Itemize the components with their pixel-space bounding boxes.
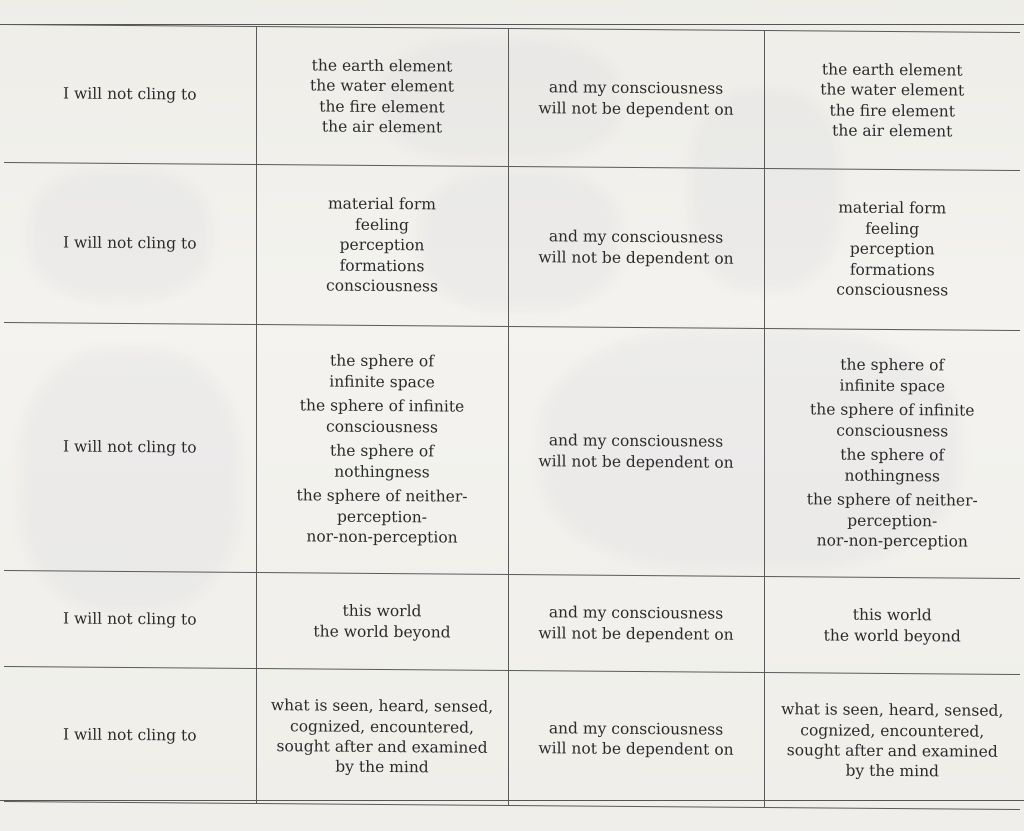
target-item: by the mind (845, 762, 939, 781)
target-item: consciousness (836, 280, 949, 300)
targets-cell (764, 168, 1020, 330)
cling-label: I will not cling to (62, 84, 197, 104)
consciousness-cell (508, 670, 764, 807)
target-item-line: nothingness (844, 466, 940, 486)
cling-cell (4, 571, 256, 669)
table-row (4, 323, 1020, 579)
consciousness-line: will not be dependent on (538, 247, 734, 268)
consciousness-line: and my consciousness (548, 227, 724, 247)
object-item: what is seen, heard, sensed, (270, 696, 494, 716)
consciousness-line: and my consciousness (548, 603, 724, 623)
consciousness-line: will not be dependent on (538, 98, 734, 119)
target-item: the fire element (829, 100, 956, 120)
object-item-line: the sphere of (330, 441, 434, 461)
target-item-line: infinite space (839, 376, 946, 396)
target-item: perception (849, 239, 935, 259)
target-item: this world (852, 605, 932, 625)
cling-label: I will not cling to (62, 725, 197, 745)
consciousness-line: and my consciousness (548, 431, 724, 451)
object-item: material form (327, 194, 436, 214)
table-row (4, 25, 1020, 171)
object-item: sought after and examined (276, 737, 488, 757)
target-item: feeling (865, 219, 920, 239)
cling-cell (4, 25, 256, 165)
target-item-line: the sphere of neither-perception- (806, 490, 978, 530)
target-item-line: the sphere of (840, 356, 945, 375)
consciousness-cell (508, 326, 764, 576)
targets-cell (764, 328, 1020, 578)
table-row (4, 571, 1020, 675)
object-item: cognized, encountered, (290, 716, 474, 737)
object-item-line: nor-non-perception (306, 527, 458, 547)
objects-cell (256, 572, 508, 670)
table-row (4, 163, 1020, 331)
cling-label: I will not cling to (62, 609, 197, 629)
object-item: the fire element (319, 96, 445, 116)
consciousness-line: and my consciousness (548, 718, 724, 739)
target-item-line: the sphere of infinite (810, 400, 975, 420)
object-item: this world (342, 601, 422, 621)
target-item: the water element (820, 80, 965, 100)
objects-cell (256, 164, 508, 326)
cling-label: I will not cling to (62, 233, 197, 253)
target-item: cognized, encountered, (800, 720, 985, 741)
target-item: the air element (832, 121, 953, 141)
target-item: the earth element (821, 60, 963, 80)
target-item-line: the sphere of (840, 445, 945, 465)
object-item-line: infinite space (329, 372, 435, 392)
consciousness-cell (508, 166, 764, 328)
object-item: consciousness (326, 276, 438, 296)
object-item: by the mind (335, 758, 429, 777)
object-item-line: consciousness (326, 417, 438, 437)
table-row (4, 667, 1020, 810)
objects-cell (256, 26, 508, 166)
cling-label: I will not cling to (62, 437, 197, 457)
targets-cell (764, 30, 1020, 170)
object-item: formations (339, 256, 425, 276)
consciousness-line: will not be dependent on (538, 623, 734, 644)
targets-cell (764, 576, 1020, 674)
object-item: feeling (355, 215, 409, 234)
object-item-line: nothingness (334, 462, 430, 482)
target-item: the world beyond (823, 625, 961, 646)
target-item: material form (838, 198, 947, 218)
consciousness-cell (508, 28, 764, 168)
target-item: sought after and examined (786, 741, 998, 761)
objects-cell (256, 324, 508, 574)
cling-cell (4, 163, 256, 325)
object-item-line: the sphere of (330, 352, 434, 371)
consciousness-line: will not be dependent on (538, 739, 734, 759)
cling-cell (4, 667, 256, 804)
object-item: the earth element (311, 56, 453, 76)
objects-cell (256, 668, 508, 805)
consciousness-line: and my consciousness (548, 78, 724, 98)
object-item: perception (339, 235, 425, 255)
target-item: what is seen, heard, sensed, (781, 700, 1004, 720)
object-item-line: the sphere of infinite (299, 396, 465, 416)
targets-cell (764, 672, 1020, 809)
object-item-line: the sphere of neither-perception- (296, 486, 468, 526)
target-item: formations (849, 260, 935, 280)
consciousness-cell (508, 574, 764, 672)
object-item: the air element (321, 117, 443, 137)
object-item: the world beyond (313, 621, 451, 642)
non-clinging-table (4, 24, 1020, 810)
consciousness-line: will not be dependent on (538, 451, 734, 472)
cling-cell (4, 323, 256, 573)
target-item-line: nor-non-perception (816, 531, 968, 551)
object-item: the water element (310, 76, 454, 96)
target-item-line: consciousness (836, 421, 949, 441)
